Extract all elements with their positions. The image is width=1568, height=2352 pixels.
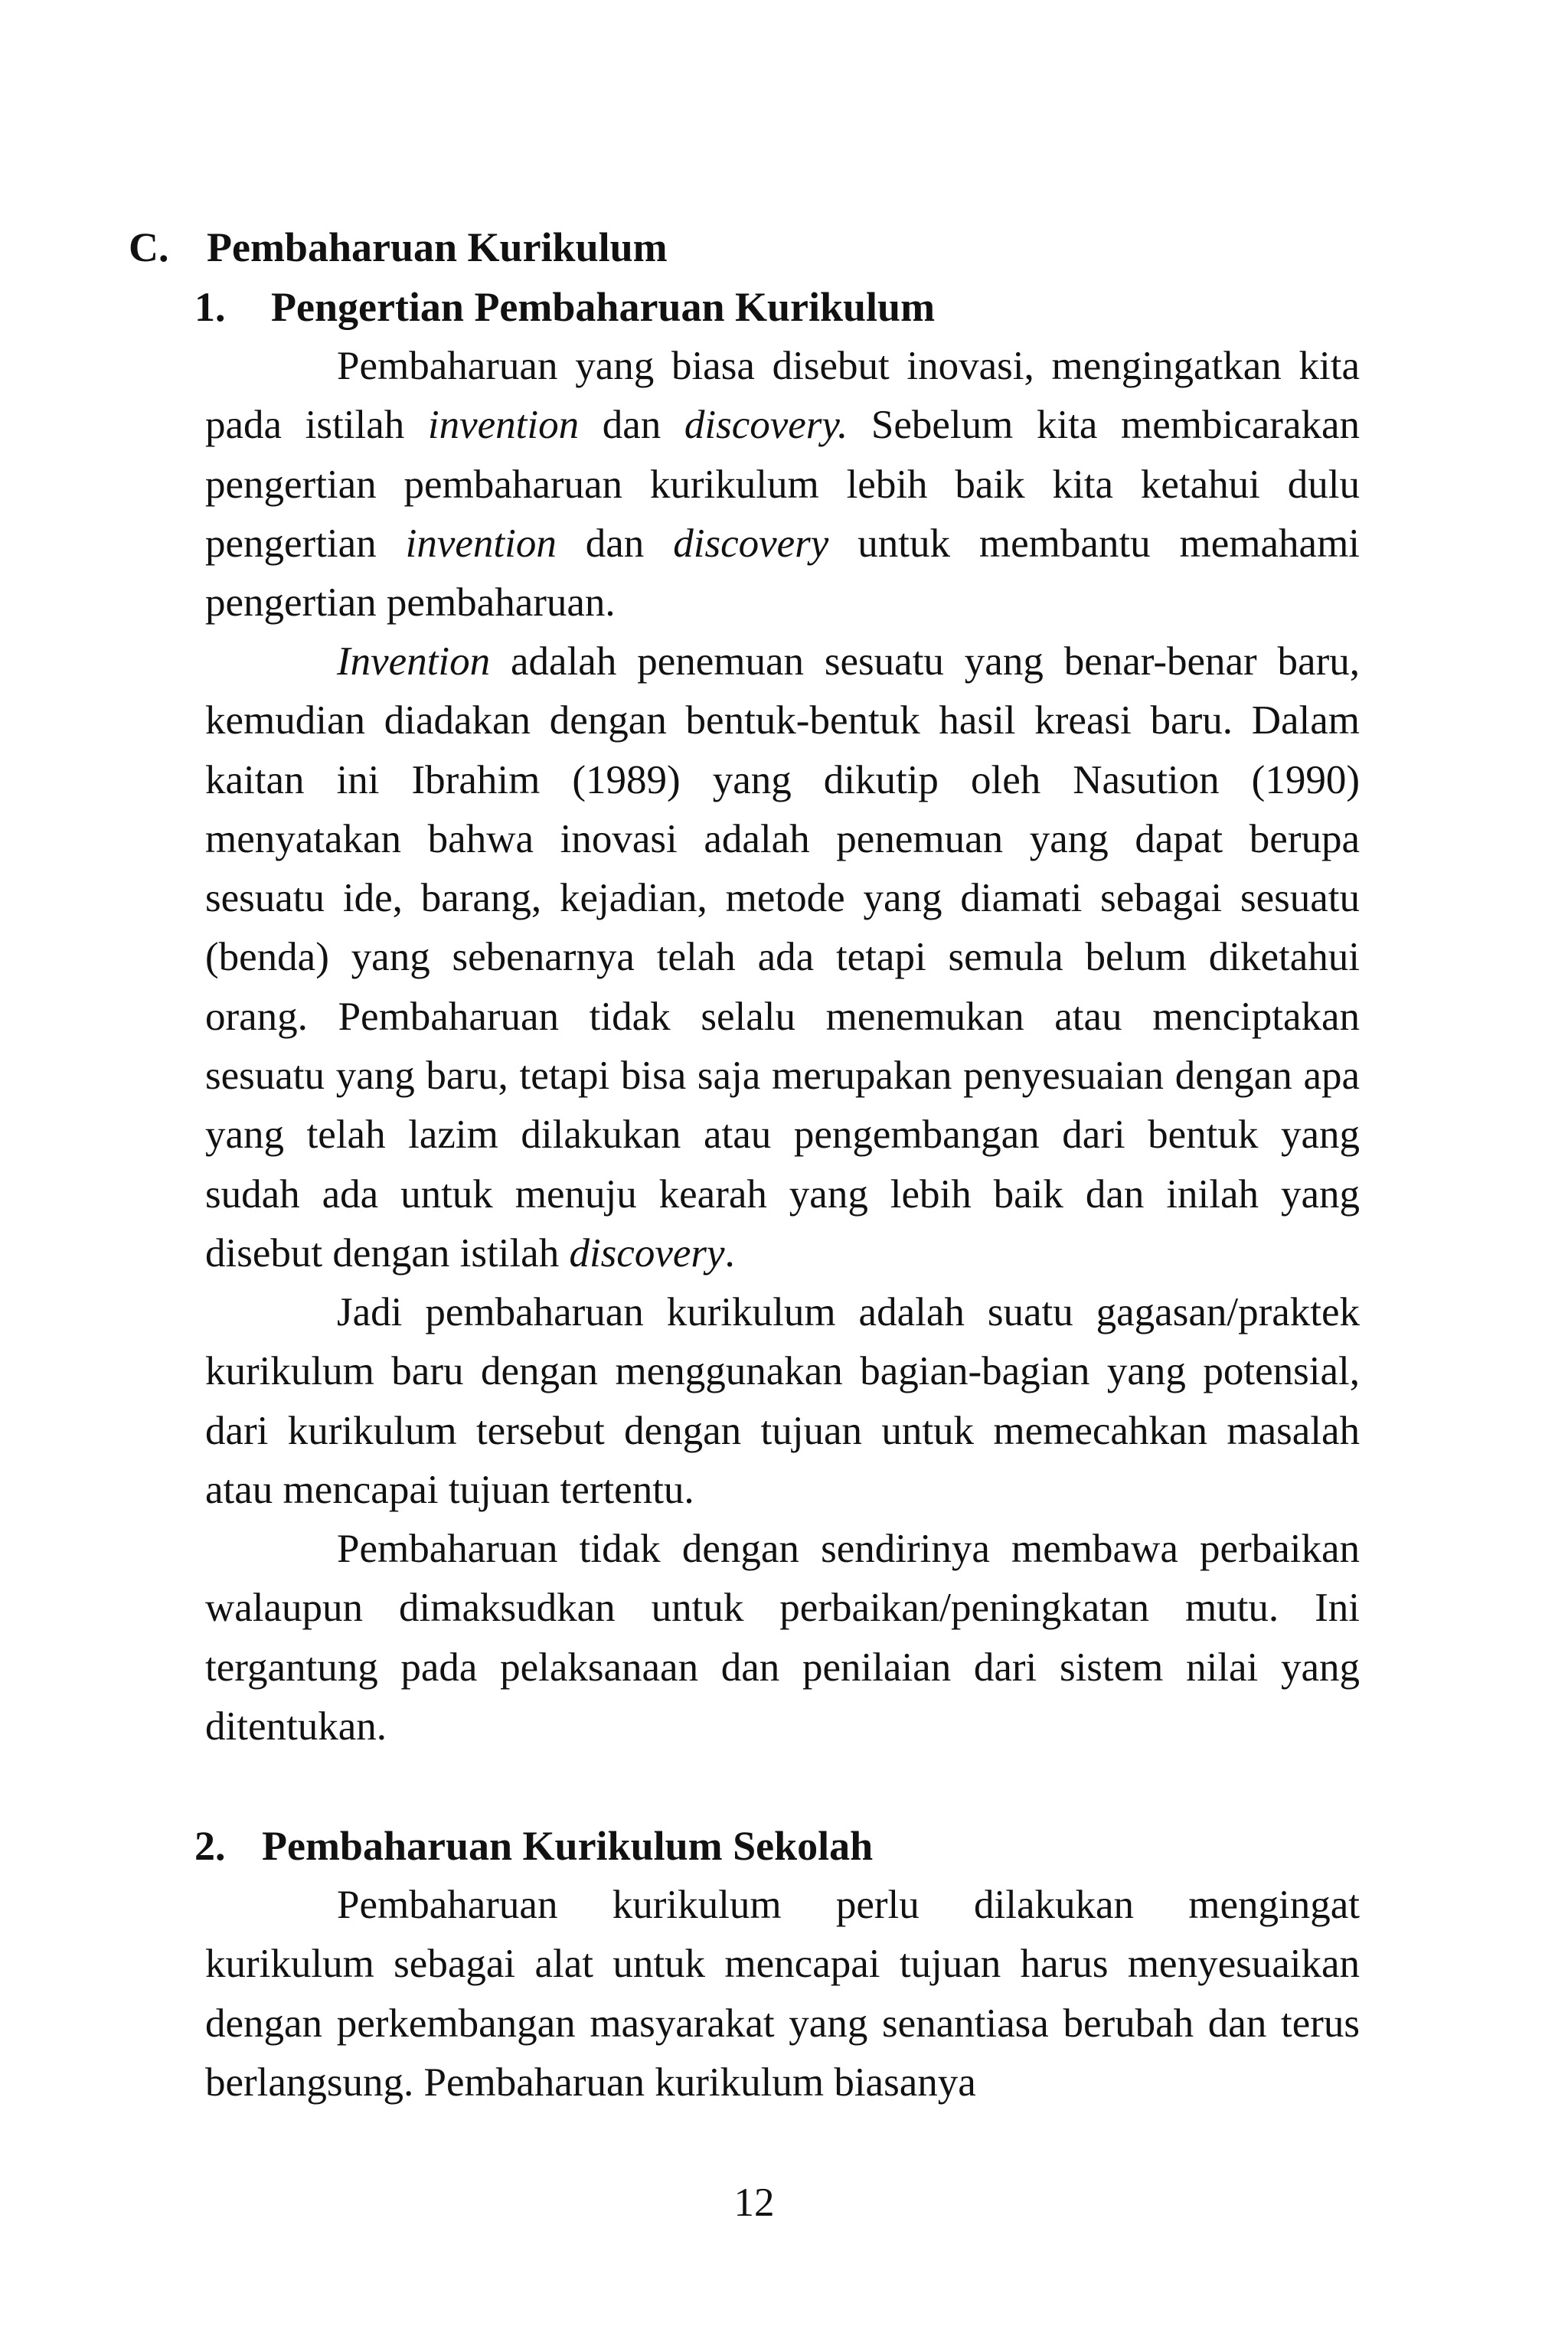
paragraph-1 xyxy=(205,337,1360,632)
paragraph-1-text-d: dan xyxy=(556,521,674,566)
subsection-2-label: 2. xyxy=(194,1823,226,1869)
term-invention-2: invention xyxy=(405,521,557,566)
term-discovery-3: discovery xyxy=(569,1230,725,1276)
subsection-1-title: Pengertian Pembaharuan Kurikulum xyxy=(271,284,936,330)
section-label: C. xyxy=(129,224,169,270)
page-number: 12 xyxy=(733,2180,775,2225)
term-discovery-2: discovery xyxy=(673,521,829,566)
paragraph-1-text-c: Sebelum kita membicarakan pengertian pembaharuan kurikulum lebih baik kita ketahui dulu pengertian xyxy=(205,403,1360,566)
paragraph-1-text-a: Pembaharuan yang biasa disebut inovasi, mengingatkan kita pada istilah xyxy=(205,344,1360,448)
paragraph-1-text-b: dan xyxy=(579,403,684,448)
section-heading xyxy=(129,217,668,277)
paragraph-5: Pembaharuan kurikulum perlu dilakukan mengingat kurikulum sebagai alat untuk mencapai tujuan harus menyesuaikan dengan perkembangan masyarakat yang senantiasa berubah dan terus berlangsung. Pembaharuan kurikulum biasanya xyxy=(205,1883,1360,2105)
paragraph-2-text-b: . xyxy=(724,1230,735,1276)
paragraph-3: Jadi pembaharuan kurikulum adalah suatu gagasan/praktek kurikulum baru dengan menggunakan bagian-bagian yang potensial, dari kurikulum tersebut dengan tujuan untuk memecahkan masalah atau mencapai tujuan tertentu. xyxy=(205,1290,1360,1512)
paragraph-2-text-a: adalah penemuan sesuatu yang benar-benar baru, kemudian diadakan dengan bentuk-bentuk hasil kreasi baru. Dalam kaitan ini Ibrahim (1989) yang dikutip oleh Nasution (1990) menyatakan bahwa inovasi adalah penemuan yang dapat berupa sesuatu ide, barang, kejadian, metode yang diamati sebagai sesuatu (benda) yang sebenarnya telah ada tetapi semula belum diketahui orang. Pembaharuan tidak selalu menemukan atau menciptakan sesuatu yang baru, tetapi bisa saja merupakan penyesuaian dengan apa yang telah lazim dilakukan atau pengembangan dari bentuk yang sudah ada untuk menuju kearah yang lebih baik dan inilah yang disebut dengan istilah xyxy=(205,639,1360,1276)
paragraph-1-text-e: untuk membantu memahami pengertian pembaharuan. xyxy=(205,521,1361,626)
section-title: Pembaharuan Kurikulum xyxy=(207,224,668,270)
paragraph-2 xyxy=(205,632,1360,1283)
subsection-2-title: Pembaharuan Kurikulum Sekolah xyxy=(262,1823,874,1869)
paragraph-4: Pembaharuan tidak dengan sendirinya membawa perbaikan walaupun dimaksudkan untuk perbaikan/peningkatan mutu. Ini tergantung pada pelaksanaan dan penilaian dari sistem nilai yang ditentukan. xyxy=(205,1527,1360,1749)
term-discovery: discovery. xyxy=(684,403,848,448)
term-invention: invention xyxy=(427,403,580,448)
subsection-1-heading xyxy=(194,277,935,337)
subsection-2-heading xyxy=(194,1816,873,1876)
term-invention-3: Invention xyxy=(337,639,491,684)
subsection-1-label: 1. xyxy=(194,284,226,330)
